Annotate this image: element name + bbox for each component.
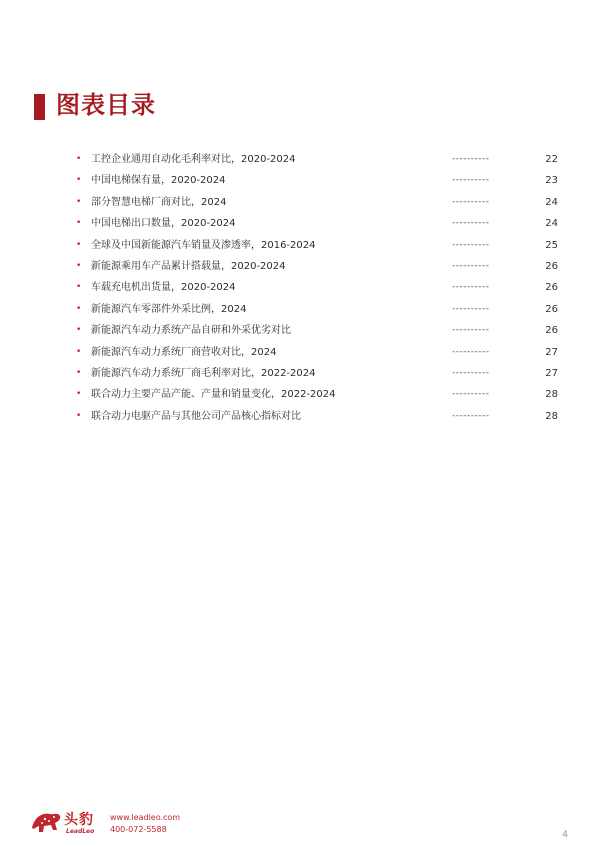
toc-entry-text: 新能源汽车动力系统产品自研和外采优劣对比 <box>91 325 291 337</box>
toc-item[interactable] <box>76 384 566 405</box>
toc-page-number: 27 <box>545 367 558 379</box>
toc-item[interactable] <box>76 299 566 320</box>
toc-item[interactable] <box>76 235 566 256</box>
toc-item[interactable] <box>76 277 566 298</box>
dot-leader: ---------- <box>452 346 490 357</box>
bullet-icon: • <box>76 410 82 421</box>
brand-name-en: LeadLeo <box>66 828 95 835</box>
toc-page-number: 24 <box>545 196 558 208</box>
dot-leader: ---------- <box>452 175 490 186</box>
toc-entry-text: 部分智慧电梯厂商对比，2024 <box>91 196 227 208</box>
dot-leader: ---------- <box>452 389 490 400</box>
toc-item[interactable] <box>76 320 566 341</box>
bullet-icon: • <box>76 239 82 250</box>
toc-entry-text: 联合动力电驱产品与其他公司产品核心指标对比 <box>91 410 301 422</box>
dot-leader: ---------- <box>452 410 490 421</box>
toc-item[interactable] <box>76 170 566 191</box>
toc-list <box>76 149 566 427</box>
dot-leader: ---------- <box>452 239 490 250</box>
toc-entry-text: 中国电梯保有量，2020-2024 <box>91 175 226 187</box>
dot-leader: ---------- <box>452 367 490 378</box>
toc-item[interactable] <box>76 192 566 213</box>
website-link[interactable]: www.leadleo.com <box>110 813 181 822</box>
page-number: 4 <box>562 830 568 840</box>
bullet-icon: • <box>76 218 82 229</box>
toc-item[interactable] <box>76 363 566 384</box>
toc-page-number: 28 <box>545 410 558 422</box>
toc-entry-text: 新能源汽车零部件外采比例，2024 <box>91 303 247 315</box>
toc-item[interactable] <box>76 342 566 363</box>
toc-entry-text: 联合动力主要产品产能、产量和销量变化，2022-2024 <box>91 389 336 401</box>
toc-page-number: 23 <box>545 175 558 187</box>
leopard-logo-icon <box>30 808 62 836</box>
bullet-icon: • <box>76 346 82 357</box>
toc-item[interactable] <box>76 213 566 234</box>
toc-page-number: 24 <box>545 218 558 230</box>
dot-leader: ---------- <box>452 282 490 293</box>
toc-entry-text: 车载充电机出货量，2020-2024 <box>91 282 236 294</box>
toc-entry-text: 全球及中国新能源汽车销量及渗透率，2016-2024 <box>91 239 316 251</box>
dot-leader: ---------- <box>452 196 490 207</box>
toc-page-number: 28 <box>545 389 558 401</box>
dot-leader: ---------- <box>452 325 490 336</box>
bullet-icon: • <box>76 325 82 336</box>
bullet-icon: • <box>76 154 82 164</box>
toc-item[interactable] <box>76 149 566 170</box>
footer-logo <box>30 806 181 840</box>
dot-leader: ---------- <box>452 303 490 314</box>
toc-page-number: 22 <box>545 154 558 165</box>
toc-page-number: 26 <box>545 282 558 294</box>
page-title: 图表目录 <box>56 91 156 119</box>
bullet-icon: • <box>76 196 82 207</box>
toc-page-number: 27 <box>545 346 558 358</box>
toc-item[interactable] <box>76 256 566 277</box>
toc-entry-text: 工控企业通用自动化毛利率对比，2020-2024 <box>91 154 296 165</box>
bullet-icon: • <box>76 175 82 186</box>
bullet-icon: • <box>76 389 82 400</box>
toc-page-number: 25 <box>545 239 558 251</box>
title-accent-bar <box>34 94 45 120</box>
toc-entry-text: 新能源汽车动力系统厂商营收对比，2024 <box>91 346 277 358</box>
toc-page-number: 26 <box>545 303 558 315</box>
bullet-icon: • <box>76 282 82 293</box>
toc-page-number: 26 <box>545 260 558 272</box>
dot-leader: ---------- <box>452 154 490 164</box>
bullet-icon: • <box>76 260 82 271</box>
bullet-icon: • <box>76 303 82 314</box>
bullet-icon: • <box>76 367 82 378</box>
toc-page-number: 26 <box>545 325 558 337</box>
toc-entry-text: 中国电梯出口数量，2020-2024 <box>91 218 236 230</box>
dot-leader: ---------- <box>452 218 490 229</box>
toc-item[interactable] <box>76 406 566 427</box>
phone-number: 400-072-5588 <box>110 825 167 834</box>
toc-entry-text: 新能源汽车动力系统厂商毛利率对比，2022-2024 <box>91 367 316 379</box>
toc-entry-text: 新能源乘用车产品累计搭载量，2020-2024 <box>91 260 286 272</box>
brand-name-cn: 头豹 <box>64 812 94 828</box>
dot-leader: ---------- <box>452 260 490 271</box>
